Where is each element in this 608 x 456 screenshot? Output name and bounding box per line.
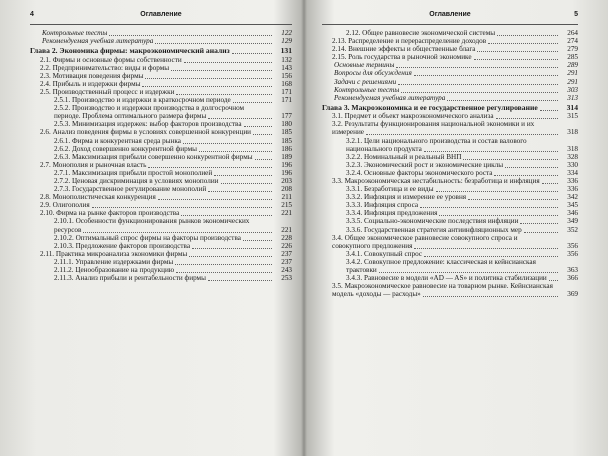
toc-entry-title: 2.13. Распределение и перераспределение доходов bbox=[332, 37, 487, 46]
toc-entry bbox=[30, 64, 292, 72]
toc-entry bbox=[30, 153, 292, 161]
toc-entry bbox=[30, 145, 292, 153]
toc-page-number: 291 bbox=[567, 77, 578, 86]
toc-entry-title: 3.2.1. Цели национального производства и состав валового национального продукта bbox=[346, 136, 527, 153]
toc-entry-title: 2.10. Фирма на рынке факторов производства bbox=[40, 209, 180, 218]
toc-entry-title: 2.4. Прибыль и издержки фирмы bbox=[40, 79, 141, 88]
leader-dots bbox=[255, 159, 272, 160]
leader-dots bbox=[424, 256, 558, 257]
toc-entry bbox=[30, 120, 292, 128]
leader-dots bbox=[183, 143, 272, 144]
leader-dots bbox=[155, 43, 272, 44]
leader-dots bbox=[549, 280, 558, 281]
toc-entry-title: 2.6.1. Фирма и конкурентная среда рынка bbox=[54, 136, 181, 145]
toc-entry-title: 2.8. Монополистическая конкуренция bbox=[40, 193, 156, 202]
toc-entry bbox=[322, 234, 578, 250]
toc-entry-title: 3.1. Предмет и объект макроэкономического анализа bbox=[332, 112, 494, 121]
leader-dots bbox=[540, 110, 558, 111]
toc-entry bbox=[322, 226, 578, 234]
leader-dots bbox=[463, 159, 558, 160]
toc-entry-title: 2.7. Монополия и рыночная власть bbox=[40, 160, 147, 169]
toc-page-number: 177 bbox=[281, 112, 292, 121]
leader-dots bbox=[158, 199, 272, 200]
toc-entry bbox=[30, 128, 292, 136]
toc-page-number: 215 bbox=[281, 201, 292, 210]
toc-entry bbox=[322, 177, 578, 185]
leader-dots bbox=[398, 84, 558, 85]
leader-dots bbox=[199, 151, 272, 152]
leader-dots bbox=[171, 70, 272, 71]
toc-page-number: 279 bbox=[567, 45, 578, 54]
leader-dots bbox=[424, 151, 558, 152]
toc-entry-title: Основные термины bbox=[334, 61, 395, 70]
leader-dots bbox=[474, 59, 558, 60]
page-header bbox=[322, 10, 578, 25]
table-of-contents bbox=[322, 29, 578, 298]
leader-dots bbox=[414, 75, 558, 76]
toc-entry bbox=[322, 94, 578, 102]
toc-page-number: 253 bbox=[281, 274, 292, 283]
toc-entry bbox=[30, 80, 292, 88]
toc-page-number: 313 bbox=[567, 93, 578, 102]
toc-page-number: 334 bbox=[567, 168, 578, 177]
toc-page-number: 330 bbox=[567, 160, 578, 169]
toc-entry bbox=[30, 56, 292, 64]
toc-entry-title: 3.4.1. Совокупный спрос bbox=[346, 249, 423, 258]
leader-dots bbox=[477, 51, 558, 52]
toc-entry bbox=[30, 242, 292, 250]
toc-entry-title: Задачи с решениями bbox=[334, 77, 397, 86]
toc-entry-title: 3.3.3. Инфляция спроса bbox=[346, 201, 419, 210]
toc-page-number: 366 bbox=[567, 274, 578, 283]
toc-entry bbox=[30, 201, 292, 209]
toc-entry-title: 2.7.3. Государственное регулирование монополий bbox=[54, 185, 207, 194]
leader-dots bbox=[494, 175, 558, 176]
leader-dots bbox=[214, 175, 272, 176]
leader-dots bbox=[176, 94, 272, 95]
toc-page-number: 143 bbox=[281, 63, 292, 72]
toc-entry bbox=[322, 161, 578, 169]
toc-page-number: 237 bbox=[281, 257, 292, 266]
toc-entry bbox=[30, 137, 292, 145]
toc-entry-title: 2.5.3. Минимизация издержек: выбор факторов производства bbox=[54, 120, 242, 129]
toc-entry bbox=[30, 193, 292, 201]
toc-page-number: 336 bbox=[567, 185, 578, 194]
toc-entry-title: Контрольные тесты bbox=[42, 29, 108, 37]
toc-entry-title: 2.14. Внешние эффекты и общественные блага bbox=[332, 45, 476, 54]
toc-entry bbox=[322, 169, 578, 177]
toc-entry-title: 2.11.1. Управление издержками фирмы bbox=[54, 257, 174, 266]
toc-entry-title: 3.3.2. Инфляция и измерение ее уровня bbox=[346, 193, 467, 202]
toc-entry bbox=[322, 69, 578, 77]
toc-page-number: 336 bbox=[567, 177, 578, 185]
leader-dots bbox=[436, 191, 558, 192]
toc-entry bbox=[322, 282, 578, 298]
toc-entry bbox=[322, 137, 578, 153]
right-page bbox=[322, 0, 578, 456]
leader-dots bbox=[184, 62, 272, 63]
toc-entry-title: 2.15. Роль государства в рыночной экономике bbox=[332, 53, 472, 62]
leader-dots bbox=[505, 167, 558, 168]
toc-entry bbox=[30, 96, 292, 104]
toc-entry bbox=[322, 250, 578, 258]
toc-entry-title: 3.2.4. Основные факторы экономического роста bbox=[346, 168, 493, 177]
toc-entry-title: 2.6. Анализ поведения фирмы в условиях совершенной конкуренции bbox=[40, 128, 252, 137]
leader-dots bbox=[379, 272, 558, 273]
toc-entry-title: 2.11.2. Ценообразование на продукцию bbox=[54, 266, 175, 275]
toc-page-number: 196 bbox=[281, 168, 292, 177]
toc-page-number: 345 bbox=[567, 201, 578, 210]
leader-dots bbox=[447, 100, 558, 101]
leader-dots bbox=[253, 134, 272, 135]
toc-page-number: 221 bbox=[281, 225, 292, 234]
toc-entry-title: 3.3.4. Инфляция предложения bbox=[346, 209, 438, 218]
toc-page-number: 356 bbox=[567, 249, 578, 258]
toc-page-number: 346 bbox=[567, 209, 578, 218]
toc-page-number: 211 bbox=[281, 193, 292, 202]
leader-dots bbox=[92, 207, 272, 208]
toc-page-number: 171 bbox=[281, 87, 292, 96]
toc-page-number: 196 bbox=[281, 160, 292, 169]
toc-entry-title: 2.10.1. Особенности функционирования рынков экономических ресурсов bbox=[54, 217, 250, 234]
toc-entry bbox=[322, 37, 578, 45]
leader-dots bbox=[488, 43, 558, 44]
toc-entry bbox=[322, 78, 578, 86]
toc-entry bbox=[30, 274, 292, 282]
toc-page-number: 228 bbox=[281, 233, 292, 242]
toc-entry bbox=[322, 53, 578, 61]
toc-page-number: 171 bbox=[281, 96, 292, 105]
toc-entry-title: 3.3. Макроэкономическая нестабильность: безработица и инфляция bbox=[332, 177, 540, 185]
leader-dots bbox=[221, 183, 272, 184]
leader-dots bbox=[401, 92, 558, 93]
toc-entry-title: Вопросы для обсуждения bbox=[334, 69, 412, 78]
leader-dots bbox=[243, 240, 272, 241]
toc-entry-title: 3.2.3. Экономический рост и экономические циклы bbox=[346, 160, 504, 169]
toc-page-number: 274 bbox=[567, 37, 578, 46]
toc-entry-title: 2.11. Практика микроанализа экономики фирмы bbox=[40, 249, 188, 258]
toc-entry-title: 2.10.3. Предложение факторов производства bbox=[54, 241, 191, 250]
toc-entry-title: 2.11.3. Анализ прибыли и рентабельности фирмы bbox=[54, 274, 206, 283]
toc-entry-title: 2.6.3. Максимизация прибыли совершенно конкурентной фирмы bbox=[54, 152, 253, 161]
toc-page-number: 129 bbox=[281, 37, 292, 46]
toc-page-number: 318 bbox=[567, 128, 578, 137]
toc-entry-title: 3.3.6. Государственная стратегия антиинфляционных мер bbox=[346, 225, 522, 234]
toc-entry bbox=[30, 266, 292, 274]
toc-page-number: 185 bbox=[281, 136, 292, 145]
leader-dots bbox=[496, 118, 558, 119]
toc-entry-title: 2.3. Мотивация поведения фирмы bbox=[40, 71, 144, 80]
toc-entry bbox=[30, 217, 292, 233]
toc-page-number: 328 bbox=[567, 152, 578, 161]
leader-dots bbox=[176, 272, 272, 273]
toc-page-number: 285 bbox=[567, 53, 578, 62]
leader-dots bbox=[468, 199, 558, 200]
toc-entry-title: 3.3.1. Безработица и ее виды bbox=[346, 185, 434, 194]
leader-dots bbox=[145, 78, 272, 79]
toc-entry bbox=[322, 258, 578, 274]
leader-dots bbox=[208, 280, 272, 281]
toc-page-number: 314 bbox=[566, 102, 578, 112]
leader-dots bbox=[233, 102, 272, 103]
toc-entry bbox=[30, 177, 292, 185]
toc-page-number: 349 bbox=[567, 217, 578, 226]
toc-page-number: 131 bbox=[280, 46, 292, 56]
toc-page-number: 352 bbox=[567, 225, 578, 234]
toc-entry-title: Контрольные тесты bbox=[334, 85, 400, 94]
leader-dots bbox=[109, 35, 272, 36]
toc-entry bbox=[322, 209, 578, 217]
toc-entry-title: 2.12. Общее равновесие экономической системы bbox=[346, 29, 496, 37]
leader-dots bbox=[520, 223, 558, 224]
toc-page-number: 186 bbox=[281, 144, 292, 153]
table-of-contents bbox=[30, 29, 292, 282]
toc-entry bbox=[322, 274, 578, 282]
toc-page-number: 221 bbox=[281, 209, 292, 218]
toc-entry-title: 3.4. Общее экономическое равновесие совокупного спроса и совокупного предложения bbox=[332, 233, 518, 250]
toc-page-number: 369 bbox=[567, 290, 578, 299]
leader-dots bbox=[148, 167, 272, 168]
toc-entry bbox=[30, 234, 292, 242]
toc-entry-title: 3.4.2. Совокупное предложение: классическая и кейнсианская трактовки bbox=[346, 257, 536, 275]
toc-page-number: 303 bbox=[567, 85, 578, 94]
running-title: Оглавление bbox=[140, 11, 182, 18]
toc-page-number: 363 bbox=[567, 266, 578, 275]
toc-page-number: 185 bbox=[281, 128, 292, 137]
toc-entry-title: 2.7.1. Максимизация прибыли простой монополией bbox=[54, 168, 213, 177]
leader-dots bbox=[232, 53, 272, 54]
toc-page-number: 180 bbox=[281, 120, 292, 129]
leader-dots bbox=[420, 207, 558, 208]
toc-page-number: 318 bbox=[567, 144, 578, 153]
toc-entry-title: 3.2. Результаты функционирования национальной экономики и их измерение bbox=[332, 120, 535, 137]
leader-dots bbox=[175, 264, 272, 265]
toc-entry bbox=[322, 112, 578, 120]
leader-dots bbox=[414, 248, 558, 249]
toc-entry-title: 2.5.2. Производство и издержки производства в долгосрочном периоде. Проблема оптимального размера фирмы bbox=[54, 104, 245, 121]
toc-entry bbox=[30, 104, 292, 120]
toc-page-number: 289 bbox=[567, 61, 578, 70]
toc-page-number: 237 bbox=[281, 249, 292, 258]
left-page bbox=[30, 0, 292, 456]
leader-dots bbox=[189, 256, 272, 257]
leader-dots bbox=[423, 296, 558, 297]
toc-entry-title: Рекомендуемая учебная литература bbox=[42, 37, 154, 46]
toc-page-number: 264 bbox=[567, 29, 578, 37]
leader-dots bbox=[192, 248, 272, 249]
toc-entry bbox=[322, 29, 578, 37]
toc-entry bbox=[30, 169, 292, 177]
leader-dots bbox=[497, 35, 558, 36]
toc-entry-title: 3.2.2. Номинальный и реальный ВНП bbox=[346, 152, 462, 161]
toc-page-number: 226 bbox=[281, 241, 292, 250]
toc-entry bbox=[322, 185, 578, 193]
toc-entry bbox=[30, 29, 292, 37]
toc-page-number: 243 bbox=[281, 266, 292, 275]
leader-dots bbox=[439, 215, 558, 216]
toc-entry-title: Рекомендуемая учебная литература bbox=[334, 93, 446, 102]
toc-entry-title: 2.5. Производственный процесс и издержки bbox=[40, 87, 175, 96]
toc-entry bbox=[322, 153, 578, 161]
leader-dots bbox=[142, 86, 272, 87]
toc-page-number: 189 bbox=[281, 152, 292, 161]
toc-page-number: 203 bbox=[281, 177, 292, 185]
toc-page-number: 122 bbox=[281, 29, 292, 37]
toc-page-number: 356 bbox=[567, 241, 578, 250]
toc-entry-title: 3.5. Макроэкономическое равновесие на товарном рынке. Кейнсианская модель «доходы — расходы» bbox=[332, 282, 553, 299]
toc-entry bbox=[30, 258, 292, 266]
toc-entry bbox=[30, 185, 292, 193]
toc-page-number: 291 bbox=[567, 69, 578, 78]
toc-page-number: 168 bbox=[281, 79, 292, 88]
toc-page-number: 342 bbox=[567, 193, 578, 202]
toc-entry-title: 2.1. Фирмы и основные формы собственности bbox=[40, 55, 182, 64]
toc-entry-title: 2.2. Предпринимательство: виды и формы bbox=[40, 63, 170, 72]
toc-entry bbox=[30, 72, 292, 80]
toc-entry bbox=[30, 37, 292, 45]
leader-dots bbox=[542, 183, 558, 184]
toc-page-number: 156 bbox=[281, 71, 292, 80]
toc-entry-title: 2.5.1. Производство и издержки в краткосрочном периоде bbox=[54, 96, 231, 105]
page-header bbox=[30, 10, 292, 25]
toc-page-number: 315 bbox=[567, 112, 578, 121]
toc-entry bbox=[322, 201, 578, 209]
leader-dots bbox=[366, 134, 558, 135]
toc-entry bbox=[30, 209, 292, 217]
leader-dots bbox=[181, 215, 272, 216]
toc-entry-title: 2.10.2. Оптимальный спрос фирмы на факторы производства bbox=[54, 233, 241, 242]
leader-dots bbox=[524, 232, 558, 233]
running-title: Оглавление bbox=[429, 11, 471, 18]
toc-entry bbox=[322, 193, 578, 201]
toc-entry-title: 2.7.2. Ценовая дискриминация в условиях монополии bbox=[54, 177, 219, 185]
leader-dots bbox=[396, 67, 558, 68]
page-number: 4 bbox=[30, 11, 34, 18]
toc-entry bbox=[30, 161, 292, 169]
toc-entry-title: 2.6.2. Доход совершенно конкурентной фирмы bbox=[54, 144, 197, 153]
leader-dots bbox=[83, 232, 272, 233]
toc-entry-title: Глава 3. Макроэкономика и ее государственное регулирование bbox=[322, 102, 538, 112]
toc-chapter bbox=[30, 47, 292, 55]
toc-chapter bbox=[322, 104, 578, 112]
toc-entry bbox=[30, 88, 292, 96]
page-number: 5 bbox=[574, 11, 578, 18]
leader-dots bbox=[208, 118, 272, 119]
toc-page-number: 132 bbox=[281, 55, 292, 64]
toc-entry bbox=[322, 61, 578, 69]
leader-dots bbox=[208, 191, 272, 192]
toc-entry bbox=[322, 217, 578, 225]
toc-entry bbox=[322, 86, 578, 94]
toc-entry bbox=[322, 120, 578, 136]
toc-page-number: 208 bbox=[281, 185, 292, 194]
toc-entry-title: 3.4.3. Равновесие в модели «AD — AS» и политика стабилизации bbox=[346, 274, 547, 283]
toc-entry-title: 2.9. Олигополия bbox=[40, 201, 90, 210]
toc-entry-title: 3.3.5. Социально-экономические последствия инфляции bbox=[346, 217, 519, 226]
toc-entry-title: Глава 2. Экономика фирмы: макроэкономический анализ bbox=[30, 46, 230, 56]
toc-entry bbox=[322, 45, 578, 53]
toc-entry bbox=[30, 250, 292, 258]
leader-dots bbox=[244, 126, 272, 127]
